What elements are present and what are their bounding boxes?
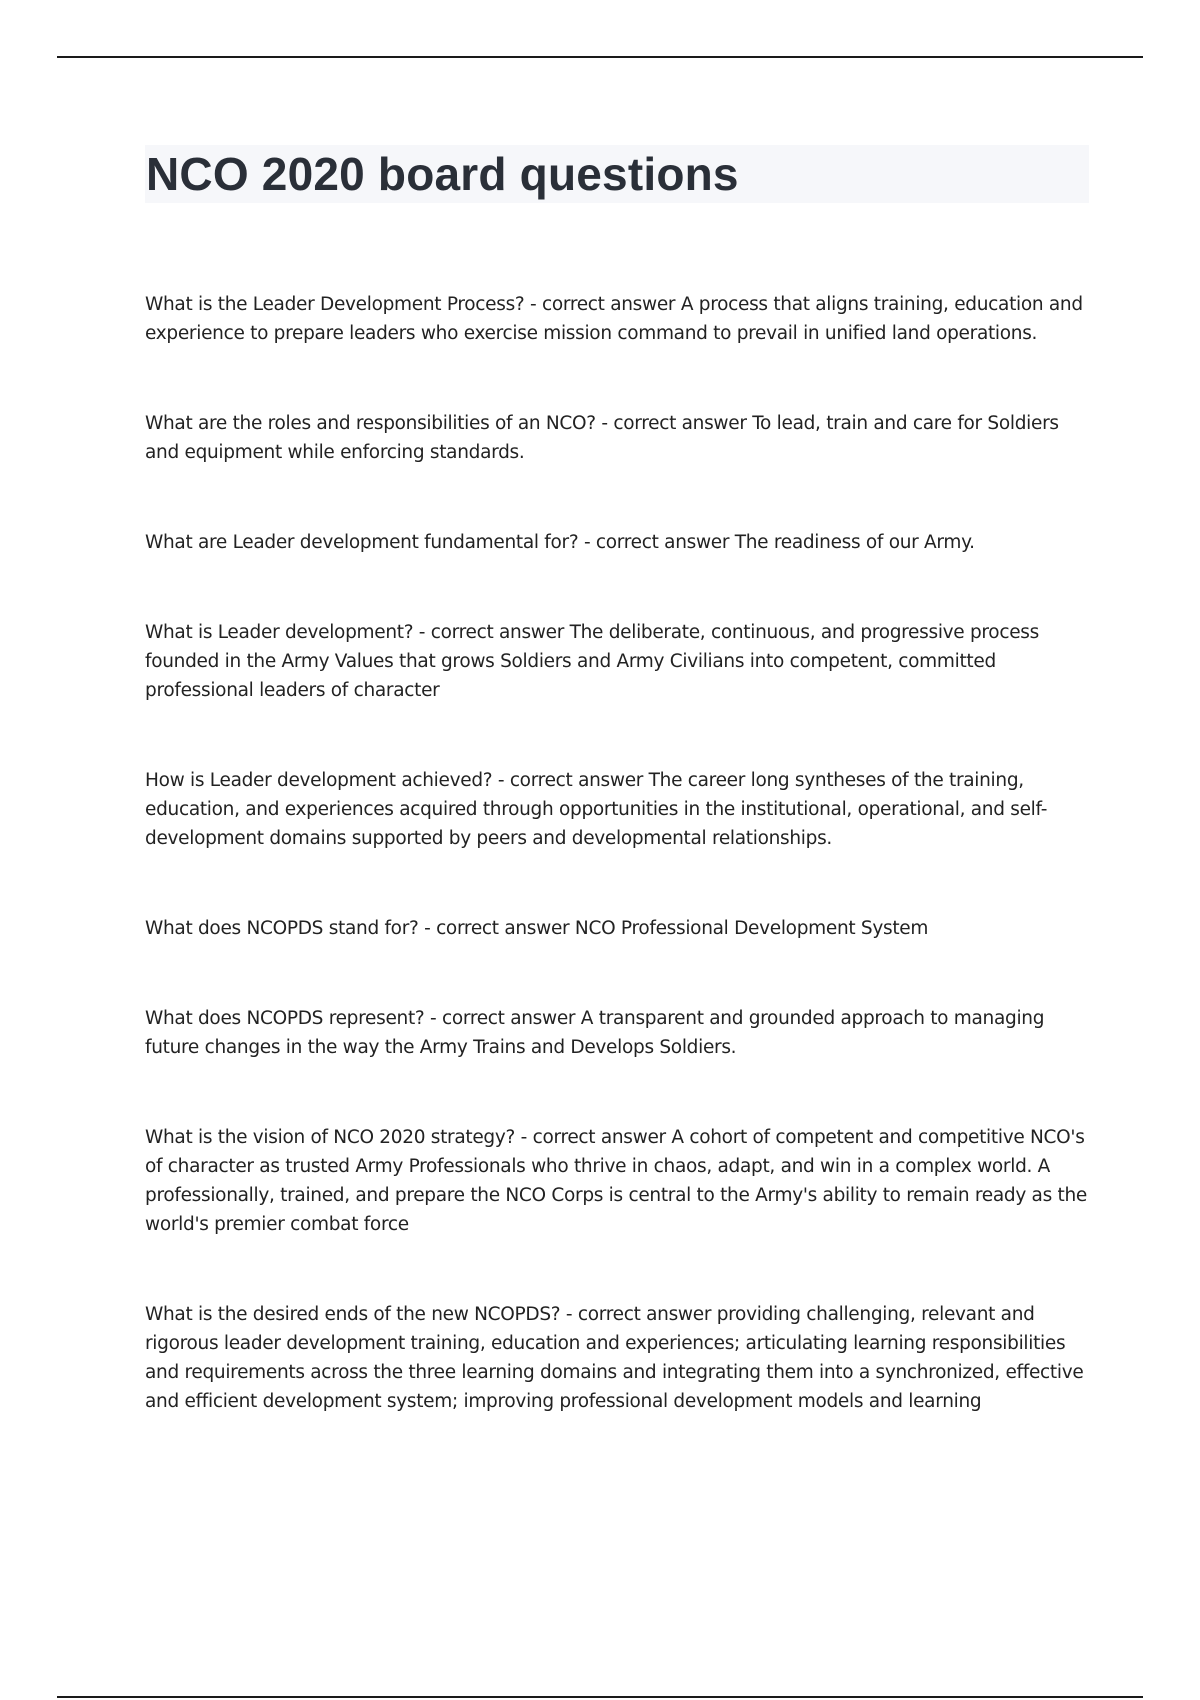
- bottom-rule: [57, 1696, 1143, 1698]
- qa-item: What is the Leader Development Process? - correct answer A process that aligns training, education and experience to prepare leaders who exercise mission command to prevail in unified land operations.: [145, 294, 1083, 344]
- qa-item: What is Leader development? - correct answer The deliberate, continuous, and progressive process founded in the Army Values that grows Soldiers and Army Civilians into competent, committed professional leaders of character: [145, 622, 1039, 701]
- page-title: NCO 2020 board questions: [146, 148, 739, 200]
- qa-item: What are the roles and responsibilities of an NCO? - correct answer To lead, train and care for Soldiers and equipment while enforcing standards.: [145, 413, 1059, 463]
- qa-item: What is the desired ends of the new NCOPDS? - correct answer providing challenging, relevant and rigorous leader development training, education and experiences; articulating learning responsibilities and requirements across the three learning domains and integrating them into a synchronized, effective and efficient development system; improving professional development models and learning: [145, 1304, 1084, 1412]
- qa-item: What is the vision of NCO 2020 strategy? - correct answer A cohort of competent and competitive NCO's of character as trusted Army Professionals who thrive in chaos, adapt, and win in a complex world. A professionally, trained, and prepare the NCO Corps is central to the Army's ability to remain ready as the world's premier combat force: [145, 1127, 1087, 1235]
- top-rule: [57, 56, 1143, 58]
- qa-item: How is Leader development achieved? - correct answer The career long syntheses of the training, education, and experiences acquired through opportunities in the institutional, operational, and self-development domains supported by peers and developmental relationships.: [145, 770, 1048, 849]
- qa-item: What does NCOPDS stand for? - correct answer NCO Professional Development System: [145, 918, 929, 939]
- qa-item: What are Leader development fundamental for? - correct answer The readiness of our Army.: [145, 532, 975, 553]
- qa-item: What does NCOPDS represent? - correct answer A transparent and grounded approach to managing future changes in the way the Army Trains and Develops Soldiers.: [145, 1008, 1045, 1058]
- qa-list: [145, 290, 1095, 1416]
